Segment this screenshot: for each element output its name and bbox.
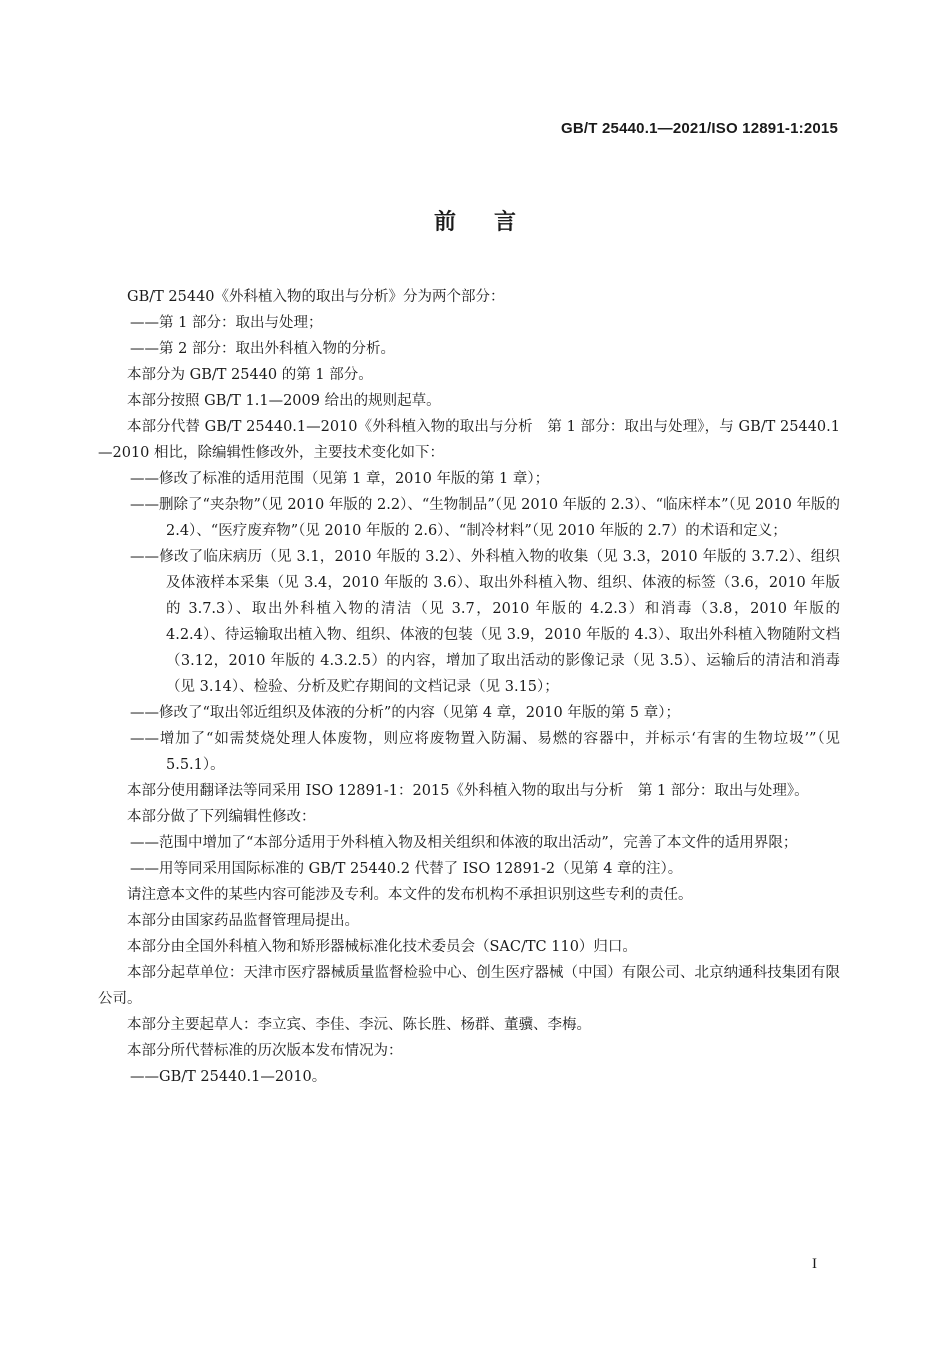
list-item: ——范围中增加了“本部分适用于外科植入物及相关组织和体液的取出活动”，完善了本文件的适用界限； [130, 835, 798, 851]
list-item: ——修改了标准的适用范围（见第 1 章，2010 年版的第 1 章）； [130, 471, 550, 487]
list-item: ——修改了临床病历（见 3.1，2010 年版的 3.2）、外科植入物的收集（见 3.3，2010 年版的 3.7.2）、组织及体液样本采集（见 3.4，2010 年版的 3.6）、取出外科植入物、组织、体液的标签（3.6，2010 年版的 3.7.3）、取出外科植入物的清洁（见 3.7，2010 年版的 4.2.3）和消毒（3.8，2010 年版的 4.2.4）、待运输取出植入物、组织、体液的包装（见 3.9，2010 年版的 4.3）、取出外科植入物随附文档（3.12，2010 年版的 4.3.2.5）的内容，增加了取出活动的影像记录（见 3.5）、运输后的清洁和消毒（见 3.14）、检验、分析及贮存期间的文档记录（见 3.15）； [130, 549, 840, 695]
list-item: ——修改了“取出邻近组织及体液的分析”的内容（见第 4 章，2010 年版的第 5 章）； [130, 705, 680, 721]
paragraph: GB/T 25440《外科植入物的取出与分析》分为两个部分： [127, 289, 505, 305]
list-item: ——增加了“如需焚烧处理人体废物，则应将废物置入防漏、易燃的容器中，并标示‘有害的生物垃圾’”（见 5.5.1）。 [130, 731, 840, 773]
paragraph: 本部分为 GB/T 25440 的第 1 部分。 [127, 367, 373, 383]
list-item: ——第 2 部分：取出外科植入物的分析。 [130, 341, 395, 357]
paragraph: 本部分起草单位：天津市医疗器械质量监督检验中心、创生医疗器械（中国）有限公司、北京纳通科技集团有限公司。 [98, 965, 840, 1007]
paragraph: 本部分使用翻译法等同采用 ISO 12891-1：2015《外科植入物的取出与分析 第 1 部分：取出与处理》。 [127, 783, 809, 799]
paragraph: 本部分所代替标准的历次版本发布情况为： [127, 1043, 403, 1059]
paragraph: 本部分做了下列编辑性修改： [127, 809, 316, 825]
paragraph: 本部分代替 GB/T 25440.1—2010《外科植入物的取出与分析 第 1 部分：取出与处理》，与 GB/T 25440.1—2010 相比，除编辑性修改外，主要技术变化如下： [98, 419, 840, 461]
standard-code: GB/T 25440.1—2021/ISO 12891-1:2015 [561, 120, 838, 137]
page-title: 前言 [433, 210, 554, 235]
list-item: ——GB/T 25440.1—2010。 [130, 1069, 327, 1085]
paragraph: 本部分主要起草人：李立宾、李佳、李沅、陈长胜、杨群、董骥、李梅。 [127, 1017, 591, 1033]
paragraph: 请注意本文件的某些内容可能涉及专利。本文件的发布机构不承担识别这些专利的责任。 [127, 887, 693, 903]
list-item: ——第 1 部分：取出与处理； [130, 315, 323, 331]
paragraph: 本部分由全国外科植入物和矫形器械标准化技术委员会（SAC/TC 110）归口。 [127, 939, 637, 955]
foreword-body [98, 284, 840, 1090]
page-number: I [812, 1256, 817, 1272]
paragraph: 本部分由国家药品监督管理局提出。 [127, 913, 359, 929]
paragraph: 本部分按照 GB/T 1.1—2009 给出的规则起草。 [127, 393, 441, 409]
list-item: ——用等同采用国际标准的 GB/T 25440.2 代替了 ISO 12891-2（见第 4 章的注）。 [130, 861, 683, 877]
list-item: ——删除了“夹杂物”（见 2010 年版的 2.2）、“生物制品”（见 2010 年版的 2.3）、“临床样本”（见 2010 年版的 2.4）、“医疗废弃物”（见 2010 年版的 2.6）、“制冷材料”（见 2010 年版的 2.7）的术语和定义； [130, 497, 840, 539]
